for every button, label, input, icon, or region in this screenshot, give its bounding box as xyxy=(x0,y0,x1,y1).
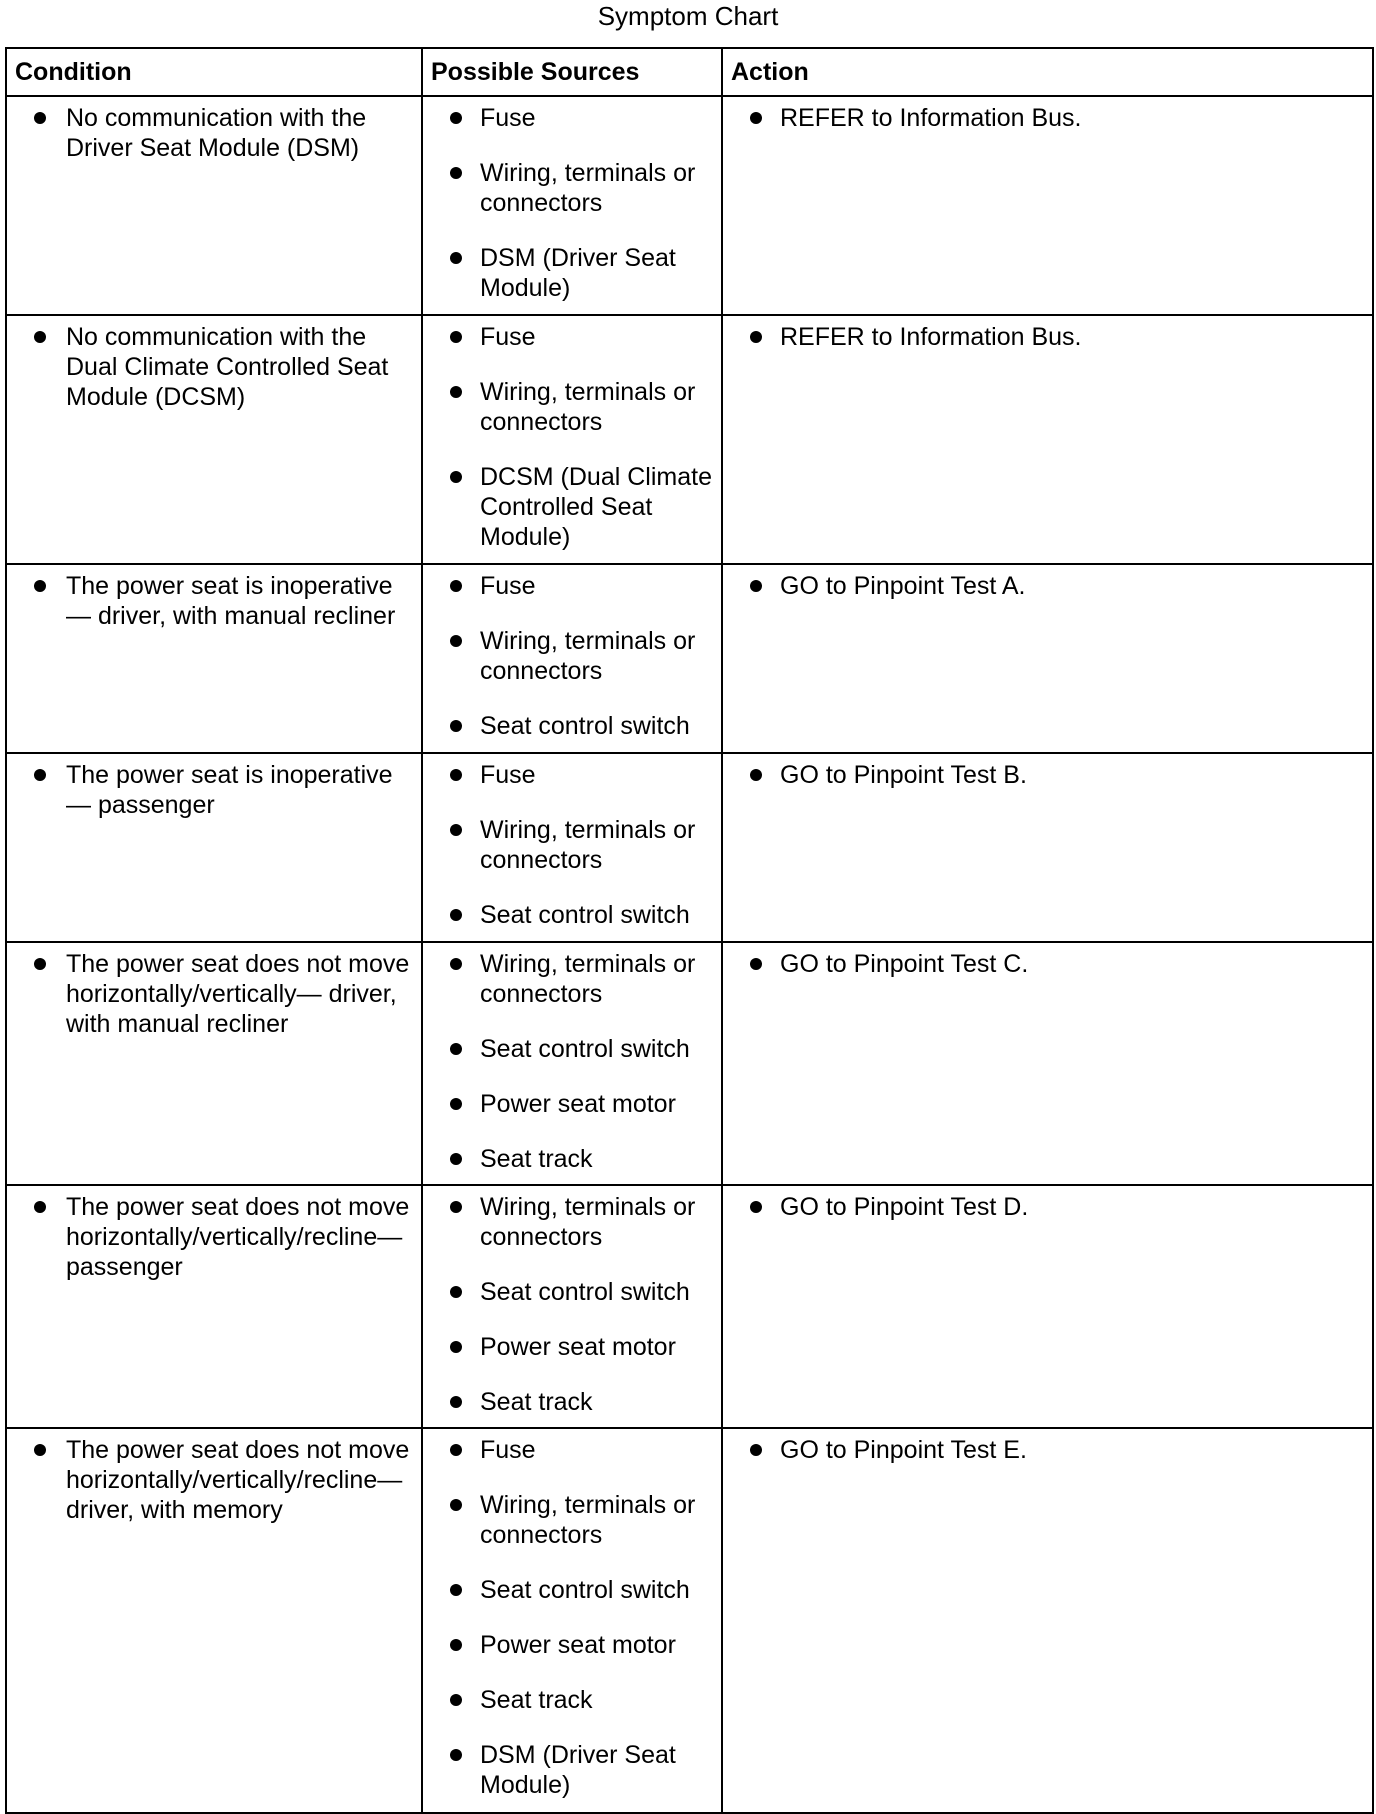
bullet-icon xyxy=(34,112,46,124)
bullet-icon xyxy=(34,958,46,970)
condition-cell xyxy=(6,753,422,942)
bullet-icon xyxy=(34,769,46,781)
source-item-text: Seat track xyxy=(480,1388,593,1416)
source-item xyxy=(423,243,721,303)
action-item xyxy=(723,1192,1372,1222)
possible-sources-cell xyxy=(422,942,722,1185)
condition-item xyxy=(7,760,421,820)
bullet-icon xyxy=(450,1043,462,1055)
condition-item xyxy=(7,103,421,163)
source-item-text: Seat track xyxy=(480,1145,593,1173)
bullet-icon xyxy=(450,1098,462,1110)
bullet-icon xyxy=(750,580,762,592)
bullet-icon xyxy=(450,331,462,343)
source-item xyxy=(423,1277,721,1307)
condition-item xyxy=(7,571,421,631)
condition-item-text: The power seat is inoperative— passenger xyxy=(66,761,393,819)
source-item-text: DSM (Driver Seat Module) xyxy=(480,244,676,302)
condition-item xyxy=(7,949,421,1039)
source-item-text: Wiring, terminals or connectors xyxy=(480,950,696,1008)
action-item-text: GO to Pinpoint Test D. xyxy=(780,1193,1029,1221)
possible-sources-cell xyxy=(422,1185,722,1428)
source-item xyxy=(423,1387,721,1417)
table-row xyxy=(6,564,1373,753)
condition-item-text: The power seat does not move horizontally/vertically— driver, with manual recliner xyxy=(66,950,410,1038)
condition-cell xyxy=(6,1185,422,1428)
bullet-icon xyxy=(450,112,462,124)
action-item-text: REFER to Information Bus. xyxy=(780,323,1082,351)
table-row xyxy=(6,315,1373,564)
source-item xyxy=(423,1630,721,1660)
source-item-text: Fuse xyxy=(480,1436,536,1464)
action-cell xyxy=(722,564,1373,753)
source-item-text: Fuse xyxy=(480,761,536,789)
table-row xyxy=(6,1185,1373,1428)
column-header-possible-sources: Possible Sources xyxy=(422,48,722,96)
page-title: Symptom Chart xyxy=(597,1,779,31)
source-item xyxy=(423,322,721,352)
source-item xyxy=(423,571,721,601)
bullet-icon xyxy=(450,1584,462,1596)
bullet-icon xyxy=(450,1286,462,1298)
action-item xyxy=(723,760,1372,790)
source-item xyxy=(423,900,721,930)
bullet-icon xyxy=(450,252,462,264)
condition-cell xyxy=(6,942,422,1185)
source-item-text: Fuse xyxy=(480,104,536,132)
bullet-icon xyxy=(450,909,462,921)
bullet-icon xyxy=(750,112,762,124)
bullet-icon xyxy=(450,1341,462,1353)
possible-sources-cell xyxy=(422,96,722,315)
condition-cell xyxy=(6,315,422,564)
source-item xyxy=(423,815,721,875)
bullet-icon xyxy=(750,1201,762,1213)
source-item xyxy=(423,462,721,552)
bullet-icon xyxy=(450,1694,462,1706)
action-cell xyxy=(722,1185,1373,1428)
source-item-text: Power seat motor xyxy=(480,1333,676,1361)
action-cell xyxy=(722,942,1373,1185)
bullet-icon xyxy=(450,769,462,781)
action-item-text: GO to Pinpoint Test B. xyxy=(780,761,1027,789)
bullet-icon xyxy=(34,1201,46,1213)
symptom-chart-table xyxy=(5,47,1374,1814)
condition-item-text: The power seat does not move horizontally/vertically/recline— driver, with memory xyxy=(66,1436,410,1524)
source-item xyxy=(423,1685,721,1715)
condition-item xyxy=(7,1192,421,1282)
source-item xyxy=(423,1192,721,1252)
source-item xyxy=(423,711,721,741)
condition-item-text: No communication with the Driver Seat Module (DSM) xyxy=(66,104,367,162)
source-item-text: Seat track xyxy=(480,1686,593,1714)
source-item-text: DSM (Driver Seat Module) xyxy=(480,1741,676,1799)
bullet-icon xyxy=(450,824,462,836)
source-item-text: Seat control switch xyxy=(480,1576,690,1604)
source-item-text: Wiring, terminals or connectors xyxy=(480,159,696,217)
source-item xyxy=(423,626,721,686)
possible-sources-cell xyxy=(422,564,722,753)
source-item-text: Power seat motor xyxy=(480,1631,676,1659)
condition-item-text: The power seat does not move horizontally/vertically/recline— passenger xyxy=(66,1193,410,1281)
action-cell xyxy=(722,96,1373,315)
condition-cell xyxy=(6,564,422,753)
source-item-text: Seat control switch xyxy=(480,901,690,929)
bullet-icon xyxy=(750,958,762,970)
action-item-text: GO to Pinpoint Test C. xyxy=(780,950,1029,978)
bullet-icon xyxy=(450,720,462,732)
bullet-icon xyxy=(450,635,462,647)
possible-sources-cell xyxy=(422,1428,722,1813)
bullet-icon xyxy=(450,1201,462,1213)
bullet-icon xyxy=(34,580,46,592)
bullet-icon xyxy=(750,769,762,781)
action-item xyxy=(723,322,1372,352)
source-item-text: Wiring, terminals or connectors xyxy=(480,627,696,685)
source-item xyxy=(423,1435,721,1465)
action-item-text: GO to Pinpoint Test E. xyxy=(780,1436,1027,1464)
source-item-text: Seat control switch xyxy=(480,1035,690,1063)
bullet-icon xyxy=(750,331,762,343)
source-item-text: Seat control switch xyxy=(480,1278,690,1306)
action-item xyxy=(723,949,1372,979)
source-item-text: Fuse xyxy=(480,572,536,600)
condition-item xyxy=(7,322,421,412)
bullet-icon xyxy=(34,1444,46,1456)
table-row xyxy=(6,942,1373,1185)
table-body xyxy=(6,96,1373,1813)
table-header-row xyxy=(6,48,1373,96)
action-cell xyxy=(722,1428,1373,1813)
bullet-icon xyxy=(450,1499,462,1511)
source-item xyxy=(423,949,721,1009)
condition-item-text: No communication with the Dual Climate Controlled Seat Module (DCSM) xyxy=(66,323,389,411)
source-item xyxy=(423,1144,721,1174)
table-row xyxy=(6,1428,1373,1813)
bullet-icon xyxy=(450,1396,462,1408)
bullet-icon xyxy=(450,1639,462,1651)
source-item xyxy=(423,1089,721,1119)
source-item xyxy=(423,158,721,218)
bullet-icon xyxy=(450,471,462,483)
action-item xyxy=(723,571,1372,601)
table-row xyxy=(6,96,1373,315)
source-item xyxy=(423,1490,721,1550)
action-item-text: GO to Pinpoint Test A. xyxy=(780,572,1026,600)
action-cell xyxy=(722,753,1373,942)
action-item-text: REFER to Information Bus. xyxy=(780,104,1082,132)
source-item xyxy=(423,1740,721,1800)
column-header-action: Action xyxy=(722,48,1373,96)
source-item-text: Wiring, terminals or connectors xyxy=(480,378,696,436)
source-item xyxy=(423,103,721,133)
source-item-text: DCSM (Dual Climate Controlled Seat Module) xyxy=(480,463,712,551)
action-cell xyxy=(722,315,1373,564)
bullet-icon xyxy=(34,331,46,343)
condition-item xyxy=(7,1435,421,1525)
source-item xyxy=(423,377,721,437)
action-item xyxy=(723,1435,1372,1465)
source-item xyxy=(423,1575,721,1605)
source-item-text: Wiring, terminals or connectors xyxy=(480,1193,696,1251)
bullet-icon xyxy=(450,386,462,398)
bullet-icon xyxy=(450,1444,462,1456)
source-item xyxy=(423,1034,721,1064)
bullet-icon xyxy=(750,1444,762,1456)
source-item-text: Wiring, terminals or connectors xyxy=(480,816,696,874)
column-header-condition: Condition xyxy=(6,48,422,96)
source-item-text: Wiring, terminals or connectors xyxy=(480,1491,696,1549)
possible-sources-cell xyxy=(422,753,722,942)
condition-cell xyxy=(6,96,422,315)
source-item-text: Fuse xyxy=(480,323,536,351)
action-item xyxy=(723,103,1372,133)
bullet-icon xyxy=(450,167,462,179)
source-item xyxy=(423,760,721,790)
source-item-text: Seat control switch xyxy=(480,712,690,740)
condition-cell xyxy=(6,1428,422,1813)
possible-sources-cell xyxy=(422,315,722,564)
bullet-icon xyxy=(450,958,462,970)
source-item-text: Power seat motor xyxy=(480,1090,676,1118)
table-row xyxy=(6,753,1373,942)
bullet-icon xyxy=(450,1153,462,1165)
bullet-icon xyxy=(450,580,462,592)
condition-item-text: The power seat is inoperative— driver, with manual recliner xyxy=(66,572,396,630)
source-item xyxy=(423,1332,721,1362)
bullet-icon xyxy=(450,1749,462,1761)
